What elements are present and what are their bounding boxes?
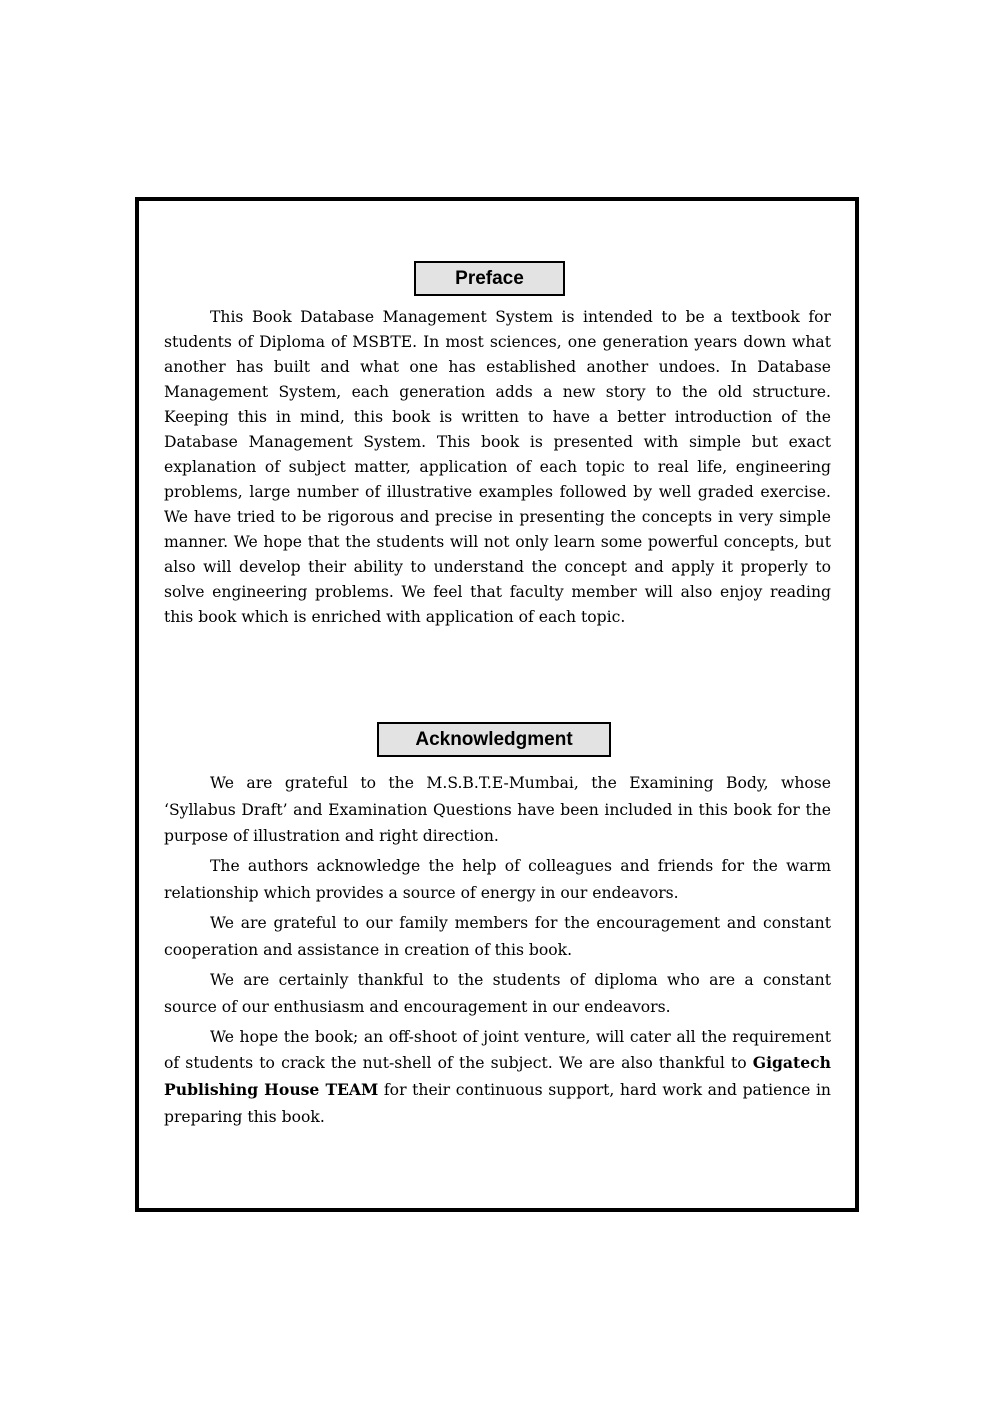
- acknowledgment-body: [164, 770, 831, 1134]
- page-border-frame: [135, 197, 859, 1212]
- acknowledgment-paragraph-2: The authors acknowledge the help of colleagues and friends for the warm relationship which provides a source of energy in our endeavors.: [164, 857, 831, 903]
- acknowledgment-paragraph-5-end: for their continuous support, hard work and patience in preparing this book.: [164, 1080, 831, 1126]
- acknowledgment-paragraph-4: We are certainly thankful to the students of diploma who are a constant source of our enthusiasm and encouragement in our endeavors.: [164, 970, 831, 1016]
- preface-heading: Preface: [414, 261, 565, 296]
- preface-body: [164, 305, 831, 630]
- acknowledgment-paragraph-1: We are grateful to the M.S.B.T.E-Mumbai, the Examining Body, whose ‘Syllabus Draft’ and Examination Questions have been included in this book for the purpose of illustration and right direction.: [164, 774, 831, 846]
- acknowledgment-heading: Acknowledgment: [377, 722, 611, 757]
- acknowledgment-paragraph-3: We are grateful to our family members for the encouragement and constant cooperation and assistance in creation of this book.: [164, 914, 831, 959]
- acknowledgment-paragraph-5-start: We hope the book; an off-shoot of joint venture, will cater all the requirement of students to crack the nut-shell of the subject. We are also thankful to: [164, 1027, 831, 1073]
- acknowledgment-paragraph-5: [164, 1024, 831, 1131]
- publisher-team-name: Gigatech Publishing House TEAM: [164, 1053, 831, 1099]
- preface-paragraph: This Book Database Management System is intended to be a textbook for students of Diploma of MSBTE. In most sciences, one generation years down what another has built and what one has established another undoes. In Database Management System, each generation adds a new story to the old structure. Keeping this in mind, this book is written to have a better introduction of the Database Management System. This book is presented with simple but exact explanation of subject matter, application of each topic to real life, engineering problems, large number of illustrative examples followed by well graded exercise. We have tried to be rigorous and precise in presenting the concepts in very simple manner. We hope that the students will not only learn some powerful concepts, but also will develop their ability to understand the concept and apply it properly to solve engineering problems. We feel that faculty member will also enjoy reading this book which is enriched with application of each topic.: [164, 308, 831, 626]
